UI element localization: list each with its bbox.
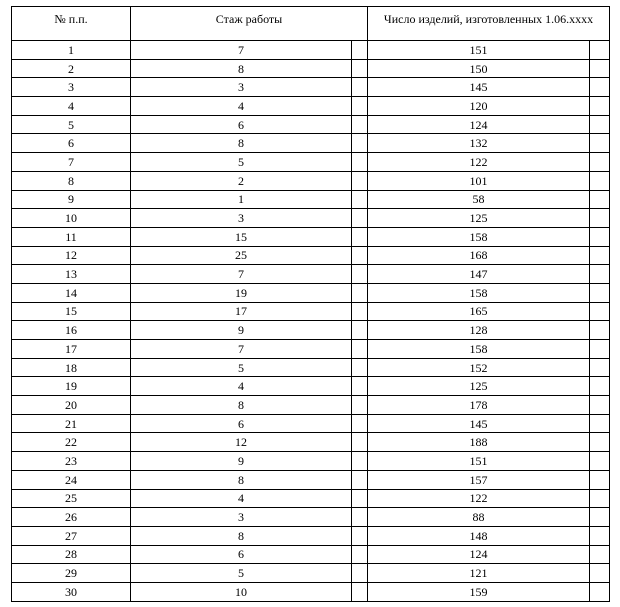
- cell-empty: [590, 59, 610, 78]
- cell-empty: [352, 545, 368, 564]
- cell-count: 188: [368, 433, 590, 452]
- cell-stage: 6: [131, 115, 352, 134]
- cell-count: 145: [368, 78, 590, 97]
- cell-num: 5: [12, 115, 131, 134]
- cell-stage: 4: [131, 489, 352, 508]
- header-row: [12, 7, 610, 41]
- table-row: [12, 526, 610, 545]
- cell-num: 26: [12, 508, 131, 527]
- cell-empty: [352, 358, 368, 377]
- table-row: [12, 358, 610, 377]
- cell-stage: 10: [131, 582, 352, 601]
- cell-stage: 8: [131, 470, 352, 489]
- table-row: [12, 153, 610, 172]
- cell-empty: [352, 414, 368, 433]
- cell-empty: [352, 582, 368, 601]
- cell-num: 17: [12, 340, 131, 359]
- table-row: [12, 283, 610, 302]
- header-num: № п.п.: [12, 7, 131, 41]
- cell-empty: [352, 433, 368, 452]
- cell-empty: [590, 545, 610, 564]
- cell-num: 16: [12, 321, 131, 340]
- cell-count: 168: [368, 246, 590, 265]
- cell-num: 3: [12, 78, 131, 97]
- cell-count: 147: [368, 265, 590, 284]
- cell-empty: [352, 321, 368, 340]
- cell-stage: 7: [131, 41, 352, 60]
- cell-num: 22: [12, 433, 131, 452]
- cell-empty: [590, 78, 610, 97]
- cell-empty: [352, 265, 368, 284]
- cell-count: 122: [368, 153, 590, 172]
- table-row: [12, 265, 610, 284]
- table-row: [12, 41, 610, 60]
- table-row: [12, 396, 610, 415]
- table-row: [12, 508, 610, 527]
- table-row: [12, 115, 610, 134]
- cell-stage: 9: [131, 452, 352, 471]
- header-count: Число изделий, изготовленных 1.06.хххх: [368, 7, 610, 41]
- cell-empty: [352, 190, 368, 209]
- cell-stage: 1: [131, 190, 352, 209]
- cell-empty: [352, 78, 368, 97]
- cell-empty: [352, 209, 368, 228]
- cell-empty: [352, 246, 368, 265]
- cell-num: 14: [12, 283, 131, 302]
- cell-empty: [352, 227, 368, 246]
- cell-empty: [352, 41, 368, 60]
- table-row: [12, 134, 610, 153]
- cell-num: 30: [12, 582, 131, 601]
- cell-num: 6: [12, 134, 131, 153]
- cell-empty: [352, 134, 368, 153]
- cell-stage: 4: [131, 377, 352, 396]
- table-row: [12, 59, 610, 78]
- cell-stage: 6: [131, 545, 352, 564]
- cell-stage: 3: [131, 78, 352, 97]
- cell-num: 9: [12, 190, 131, 209]
- cell-num: 2: [12, 59, 131, 78]
- table-row: [12, 564, 610, 583]
- cell-num: 27: [12, 526, 131, 545]
- table-row: [12, 97, 610, 116]
- cell-num: 11: [12, 227, 131, 246]
- cell-empty: [352, 396, 368, 415]
- cell-stage: 8: [131, 59, 352, 78]
- cell-num: 7: [12, 153, 131, 172]
- cell-count: 125: [368, 377, 590, 396]
- cell-empty: [352, 377, 368, 396]
- cell-count: 150: [368, 59, 590, 78]
- cell-stage: 5: [131, 358, 352, 377]
- cell-empty: [590, 470, 610, 489]
- table-row: [12, 246, 610, 265]
- cell-empty: [590, 489, 610, 508]
- cell-empty: [352, 508, 368, 527]
- cell-num: 10: [12, 209, 131, 228]
- cell-num: 12: [12, 246, 131, 265]
- cell-empty: [352, 171, 368, 190]
- cell-count: 178: [368, 396, 590, 415]
- cell-empty: [590, 115, 610, 134]
- cell-empty: [590, 283, 610, 302]
- header-stage: Стаж работы: [131, 7, 368, 41]
- cell-empty: [590, 134, 610, 153]
- cell-count: 132: [368, 134, 590, 153]
- cell-count: 124: [368, 115, 590, 134]
- cell-count: 58: [368, 190, 590, 209]
- cell-empty: [590, 265, 610, 284]
- cell-empty: [590, 41, 610, 60]
- cell-stage: 25: [131, 246, 352, 265]
- cell-empty: [352, 59, 368, 78]
- cell-num: 8: [12, 171, 131, 190]
- cell-stage: 5: [131, 153, 352, 172]
- cell-empty: [352, 97, 368, 116]
- table-row: [12, 582, 610, 601]
- table-row: [12, 340, 610, 359]
- table-row: [12, 377, 610, 396]
- cell-num: 19: [12, 377, 131, 396]
- table-row: [12, 470, 610, 489]
- cell-num: 21: [12, 414, 131, 433]
- table-body: [12, 7, 610, 602]
- cell-count: 125: [368, 209, 590, 228]
- cell-empty: [352, 489, 368, 508]
- table-row: [12, 78, 610, 97]
- cell-empty: [590, 452, 610, 471]
- cell-stage: 8: [131, 526, 352, 545]
- table-row: [12, 209, 610, 228]
- cell-empty: [590, 227, 610, 246]
- cell-count: 124: [368, 545, 590, 564]
- cell-empty: [590, 97, 610, 116]
- cell-empty: [352, 302, 368, 321]
- cell-stage: 3: [131, 508, 352, 527]
- cell-num: 20: [12, 396, 131, 415]
- data-table: [11, 6, 610, 602]
- cell-count: 122: [368, 489, 590, 508]
- cell-count: 158: [368, 283, 590, 302]
- cell-stage: 9: [131, 321, 352, 340]
- table-row: [12, 414, 610, 433]
- cell-empty: [352, 340, 368, 359]
- cell-stage: 15: [131, 227, 352, 246]
- cell-empty: [590, 246, 610, 265]
- cell-empty: [590, 433, 610, 452]
- cell-stage: 7: [131, 340, 352, 359]
- cell-empty: [590, 414, 610, 433]
- cell-num: 13: [12, 265, 131, 284]
- cell-stage: 8: [131, 396, 352, 415]
- cell-count: 101: [368, 171, 590, 190]
- cell-stage: 3: [131, 209, 352, 228]
- cell-stage: 4: [131, 97, 352, 116]
- cell-empty: [590, 321, 610, 340]
- cell-empty: [590, 377, 610, 396]
- cell-stage: 7: [131, 265, 352, 284]
- cell-empty: [590, 396, 610, 415]
- cell-stage: 2: [131, 171, 352, 190]
- table-row: [12, 190, 610, 209]
- cell-count: 151: [368, 41, 590, 60]
- cell-stage: 12: [131, 433, 352, 452]
- table-row: [12, 489, 610, 508]
- cell-count: 158: [368, 227, 590, 246]
- table-row: [12, 302, 610, 321]
- cell-num: 18: [12, 358, 131, 377]
- cell-count: 159: [368, 582, 590, 601]
- cell-stage: 19: [131, 283, 352, 302]
- cell-stage: 5: [131, 564, 352, 583]
- cell-num: 15: [12, 302, 131, 321]
- cell-count: 128: [368, 321, 590, 340]
- cell-empty: [590, 582, 610, 601]
- cell-empty: [352, 526, 368, 545]
- cell-num: 1: [12, 41, 131, 60]
- cell-stage: 6: [131, 414, 352, 433]
- cell-empty: [590, 153, 610, 172]
- cell-count: 158: [368, 340, 590, 359]
- cell-num: 4: [12, 97, 131, 116]
- cell-count: 88: [368, 508, 590, 527]
- cell-count: 165: [368, 302, 590, 321]
- table-row: [12, 545, 610, 564]
- cell-num: 29: [12, 564, 131, 583]
- cell-count: 157: [368, 470, 590, 489]
- cell-num: 25: [12, 489, 131, 508]
- table-row: [12, 321, 610, 340]
- cell-empty: [352, 452, 368, 471]
- cell-count: 121: [368, 564, 590, 583]
- table-row: [12, 433, 610, 452]
- table-row: [12, 452, 610, 471]
- cell-num: 23: [12, 452, 131, 471]
- cell-empty: [590, 302, 610, 321]
- table-row: [12, 227, 610, 246]
- cell-empty: [590, 526, 610, 545]
- cell-num: 28: [12, 545, 131, 564]
- cell-empty: [590, 358, 610, 377]
- cell-empty: [590, 171, 610, 190]
- cell-empty: [590, 209, 610, 228]
- cell-count: 151: [368, 452, 590, 471]
- cell-num: 24: [12, 470, 131, 489]
- cell-count: 148: [368, 526, 590, 545]
- cell-stage: 17: [131, 302, 352, 321]
- cell-empty: [352, 153, 368, 172]
- cell-stage: 8: [131, 134, 352, 153]
- cell-empty: [590, 508, 610, 527]
- cell-empty: [352, 564, 368, 583]
- cell-empty: [590, 190, 610, 209]
- cell-empty: [590, 340, 610, 359]
- cell-empty: [352, 470, 368, 489]
- cell-count: 145: [368, 414, 590, 433]
- cell-empty: [590, 564, 610, 583]
- cell-empty: [352, 283, 368, 302]
- cell-empty: [352, 115, 368, 134]
- cell-count: 120: [368, 97, 590, 116]
- table-row: [12, 171, 610, 190]
- cell-count: 152: [368, 358, 590, 377]
